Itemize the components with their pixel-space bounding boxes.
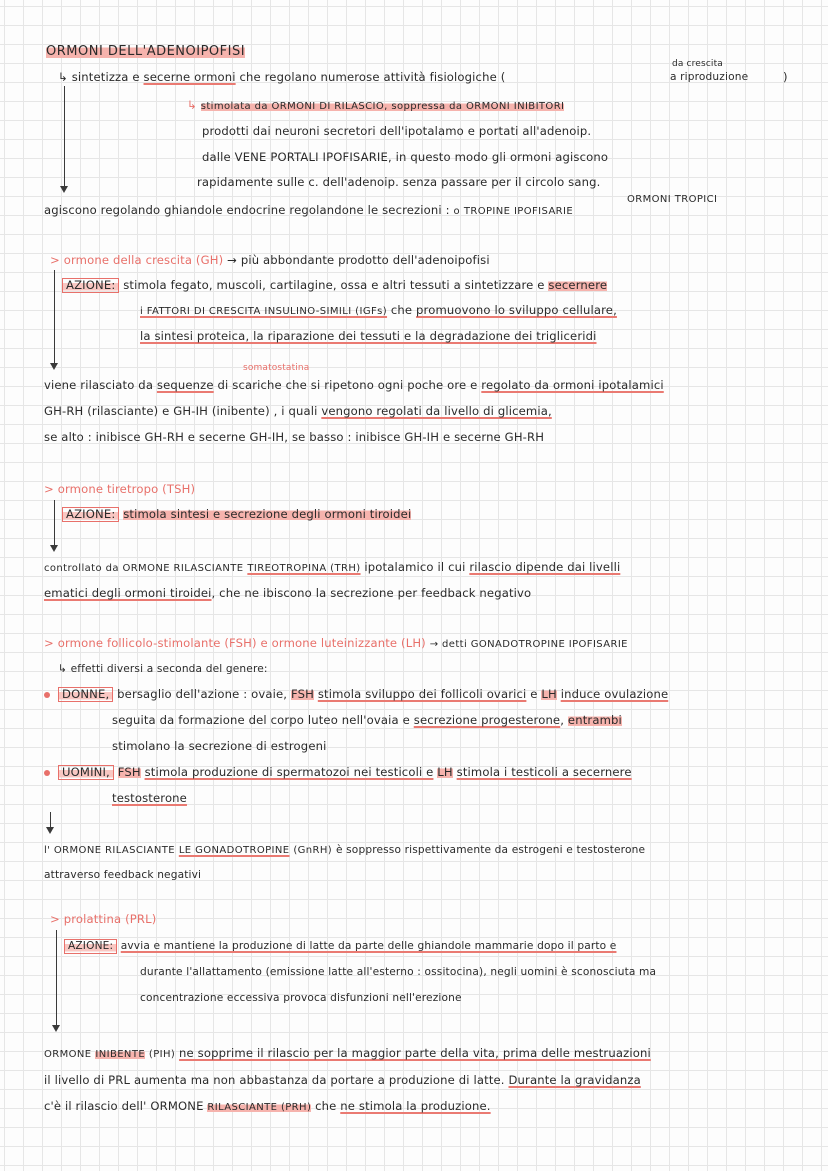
bullet-icon [44, 770, 50, 776]
bullet-icon [44, 692, 50, 698]
turn-arrow-icon: ↳ [58, 70, 68, 84]
fsh-donne-3: stimolano la secrezione di estrogeni [112, 739, 327, 753]
down-arrow-icon [64, 86, 65, 191]
tsh-bracket [54, 500, 55, 522]
down-arrow-icon [50, 812, 51, 832]
somatostatina-note: somatostatina [243, 363, 310, 373]
gnrh-line-1: l' ORMONE RILASCIANTE LE GONADOTROPINE (GnRH) è soppresso rispettivamente da estrogeni e testosterone [44, 844, 646, 856]
gh-azione-3: la sintesi proteica, la riparazione dei tessuti e la degradazione dei trigliceridi [140, 329, 597, 343]
intro-line-2: ↳ stimolata da ORMONI DI RILASCIO, soppressa da ORMONI INIBITORI [187, 98, 565, 112]
fsh-sub: ↳ effetti diversi a seconda del genere: [58, 663, 268, 675]
down-arrow-icon [54, 340, 55, 368]
fsh-uomini-2: testosterone [112, 791, 187, 805]
gh-release-3: se alto : inibisce GH-RH e secerne GH-IH, se basso : inibisce GH-IH e secerne GH-RH [44, 430, 545, 444]
bracket-close-icon: ) [783, 70, 788, 84]
prl-inhibit-1: ORMONE INIBENTE (PIH) ne sopprime il rilascio per la maggior parte della vita, prima delle mestruazioni [44, 1046, 651, 1060]
gh-azione-2: i FATTORI DI CRESCITA INSULINO-SIMILI (IGFs) che promuovono lo sviluppo cellulare, [140, 303, 617, 317]
fsh-donne-2: seguita da formazione del corpo luteo nell'ovaia e secrezione progesterone, entrambi [112, 713, 622, 727]
fsh-uomini-1: UOMINI, FSH stimola produzione di spermatozoi nei testicoli e LH stimola i testicoli a secernere [58, 765, 632, 780]
down-arrow-icon [54, 522, 55, 550]
down-arrow-icon [56, 996, 57, 1030]
tsh-control-2: ematici degli ormoni tiroidei, che ne ibiscono la secrezione per feedback negativo [44, 586, 532, 600]
gh-azione-1: AZIONE: stimola fegato, muscoli, cartilagine, ossa e altri tessuti a sintetizzare e secernere [62, 278, 607, 293]
tsh-control-1: controllato da ORMONE RILASCIANTE TIREOTROPINA (TRH) ipotalamico il cui rilascio dipende dai livelli [44, 560, 621, 574]
intro-note-bottom: a riproduzione [670, 71, 749, 83]
gh-release-2: GH-RH (rilasciante) e GH-IH (inibente) , i quali vengono regolati da livello di glicemia, [44, 404, 552, 418]
prl-inhibit-2: il livello di PRL aumenta ma non abbastanza da portare a produzione di latte. Durante la gravidanza [44, 1073, 641, 1087]
intro-line-1: ↳ sintetizza e secerne ormoni che regolano numerose attività fisiologiche ( [58, 70, 506, 84]
intro-line-4: dalle VENE PORTALI IPOFISARIE, in questo modo gli ormoni agiscono [202, 150, 609, 164]
fsh-donne-1: DONNE, bersaglio dell'azione : ovaie, FSH stimola sviluppo dei follicoli ovarici e LH induce ovulazione [58, 687, 668, 702]
prl-inhibit-3: c'è il rilascio dell' ORMONE RILASCIANTE (PRH) che ne stimola la produzione. [44, 1099, 491, 1113]
tsh-heading: > ormone tiretropo (TSH) [44, 482, 196, 496]
turn-arrow-icon: ↳ [187, 98, 197, 112]
prl-azione-1: AZIONE: avvia e mantiene la produzione di latte da parte delle ghiandole mammarie dopo il parto e [64, 939, 616, 954]
turn-arrow-icon: ↳ [58, 663, 68, 675]
gh-heading: > ormone della crescita (GH) → più abbondante prodotto dell'adenoipofisi [50, 253, 490, 267]
gh-bracket [54, 270, 55, 340]
tropici-label: ORMONI TROPICI [627, 194, 718, 205]
intro-note-top: da crescita [672, 59, 723, 69]
tsh-azione: AZIONE: stimola sintesi e secrezione degli ormoni tiroidei [62, 507, 411, 522]
prl-heading: > prolattina (PRL) [50, 912, 157, 926]
prl-bracket [56, 930, 57, 996]
gnrh-line-2: attraverso feedback negativi [44, 869, 202, 881]
intro-line-5: rapidamente sulle c. dell'adenoip. senza passare per il circolo sang. [197, 175, 601, 189]
intro-line-6: agiscono regolando ghiandole endocrine regolandone le secrezioni : o TROPINE IPOFISARIE [44, 203, 574, 217]
prl-azione-2: durante l'allattamento (emissione latte all'esterno : ossitocina), negli uomini è sconosciuta ma [140, 966, 657, 978]
intro-line-3: prodotti dai neuroni secretori dell'ipotalamo e portati all'adenoip. [202, 124, 592, 138]
prl-azione-3: concentrazione eccessiva provoca disfunzioni nell'erezione [140, 992, 462, 1004]
bracket-icon: ( [500, 70, 506, 84]
gh-release-1: viene rilasciato da sequenze di scariche che si ripetono ogni poche ore e regolato da ormoni ipotalamici [44, 378, 664, 392]
fsh-heading: > ormone follicolo-stimolante (FSH) e ormone luteinizzante (LH) → detti GONADOTROPINE IPOFISARIE [44, 636, 628, 650]
page-title: ORMONI DELL'ADENOIPOFISI [46, 44, 246, 59]
